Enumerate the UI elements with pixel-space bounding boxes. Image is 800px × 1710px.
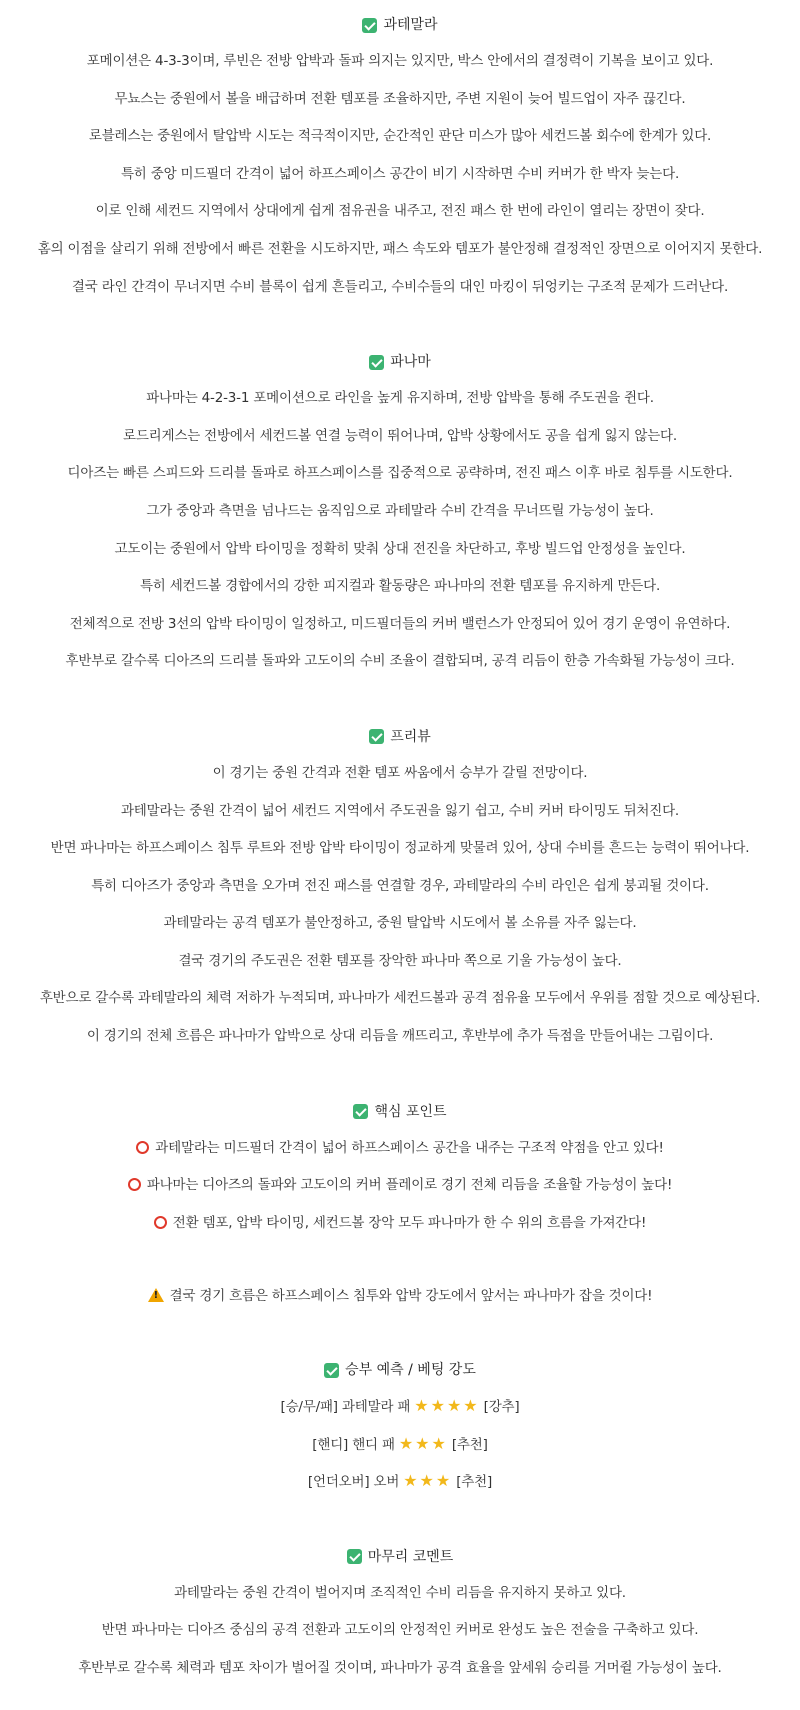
key-point-text: 파나마는 디아즈의 돌파와 고도이의 커버 플레이로 경기 전체 리듬을 조율할 가능성이 높다! [146, 1177, 673, 1194]
section-heading [0, 351, 800, 373]
section-panama [0, 351, 800, 672]
section-preview [0, 726, 800, 1047]
warning-text: 결국 경기 흐름은 하프스페이스 침투와 압박 강도에서 앞서는 파나마가 잡을 것이다! [169, 1288, 653, 1305]
paragraph-line: 결국 라인 간격이 무너지면 수비 블록이 쉽게 흔들리고, 수비수들의 대인 마킹이 뒤엉키는 구조적 문제가 드러난다. [71, 278, 729, 295]
paragraph-line: 과테말라는 공격 템포가 불안정하고, 중원 탈압박 시도에서 볼 소유를 자주 잃는다. [163, 915, 637, 932]
section-heading [0, 1359, 800, 1381]
section-title: 핵심 포인트 [374, 1103, 447, 1120]
red-circle-icon [136, 1141, 149, 1154]
paragraph-line: 이로 인해 세컨드 지역에서 상대에게 쉽게 점유권을 내주고, 전진 패스 한 번에 라인이 열리는 장면이 잦다. [95, 203, 705, 220]
check-icon [362, 18, 377, 33]
section-guatemala [0, 14, 800, 298]
paragraph-line: 후반부로 갈수록 디아즈의 드리블 돌파와 고도이의 수비 조율이 결합되며, 공격 리듬이 한층 가속화될 가능성이 크다. [65, 653, 735, 670]
paragraph-line: 과테말라는 중원 간격이 벌어지며 조직적인 수비 리듬을 유지하지 못하고 있다. [174, 1584, 626, 1601]
section-key-points [0, 1101, 800, 1234]
check-icon [347, 1549, 362, 1564]
key-point-text: 과테말라는 미드필더 간격이 넓어 하프스페이스 공간을 내주는 구조적 약점을 안고 있다! [155, 1139, 664, 1156]
paragraph-line: 전체적으로 전방 3선의 압박 타이밍이 일정하고, 미드필더들의 커버 밸런스가 안정되어 있어 경기 운영이 유연하다. [69, 615, 731, 632]
spacer [0, 313, 800, 351]
prediction-label: [승/무/패] 과테말라 패 [280, 1399, 411, 1416]
paragraph-line: 파나마는 4-2-3-1 포메이션으로 라인을 높게 유지하며, 전방 압박을 통해 주도권을 쥔다. [146, 390, 654, 407]
paragraph-line: 과테말라는 중원 간격이 넓어 세컨드 지역에서 주도권을 잃기 쉽고, 수비 커버 타이밍도 뒤처진다. [120, 802, 680, 819]
paragraph-line: 무뇨스는 중원에서 볼을 배급하며 전환 템포를 조율하지만, 주변 지원이 늦어 빌드업이 자주 끊긴다. [114, 90, 686, 107]
prediction-item [0, 1395, 800, 1417]
paragraph-line: 후반부로 갈수록 체력과 템포 차이가 벌어질 것이며, 파나마가 공격 효율을 앞세워 승리를 거머쥘 가능성이 높다. [78, 1660, 722, 1676]
red-circle-icon [128, 1178, 141, 1191]
check-icon [324, 1363, 339, 1378]
paragraph-line: 로블레스는 중원에서 탈압박 시도는 적극적이지만, 순간적인 판단 미스가 많아 세컨드볼 회수에 한계가 있다. [88, 128, 712, 145]
prediction-item [0, 1433, 800, 1455]
paragraph-line: 이 경기는 중원 간격과 전환 템포 싸움에서 승부가 갈릴 전망이다. [212, 764, 588, 781]
check-icon [369, 729, 384, 744]
check-icon [369, 355, 384, 370]
star-rating-icon: ★★★ [403, 1471, 453, 1491]
section-title: 프리뷰 [390, 728, 431, 745]
paragraph-line: 로드리게스는 전방에서 세컨드볼 연결 능력이 뛰어나며, 압박 상황에서도 공을 쉽게 잃지 않는다. [123, 427, 677, 444]
section-title: 승부 예측 / 베팅 강도 [345, 1362, 476, 1379]
paragraph-line: 디아즈는 빠른 스피드와 드리블 돌파로 하프스페이스를 집중적으로 공략하며, 전진 패스 이후 바로 침투를 시도한다. [67, 465, 733, 482]
prediction-tag: [강추] [483, 1399, 520, 1416]
section-closing [0, 1546, 800, 1679]
key-point-text: 전환 템포, 압박 타이밍, 세컨드볼 장악 모두 파나마가 한 수 위의 흐름을 가져간다! [172, 1214, 647, 1231]
paragraph-line: 그가 중앙과 측면을 넘나드는 움직임으로 과테말라 수비 간격을 무너뜨릴 가능성이 높다. [146, 502, 654, 519]
paragraph-line: 반면 파나마는 디아즈 중심의 공격 전환과 고도이의 안정적인 커버로 완성도 높은 전술을 구축하고 있다. [101, 1622, 699, 1639]
section-title: 마무리 코멘트 [367, 1548, 454, 1565]
spacer [0, 1063, 800, 1101]
section-title: 과테말라 [383, 17, 438, 33]
section-prediction [0, 1359, 800, 1492]
section-heading [0, 1546, 800, 1568]
spacer [0, 688, 800, 726]
paragraph-line: 특히 중앙 미드필더 간격이 넓어 하프스페이스 공간이 비기 시작하면 수비 커버가 한 박자 늦는다. [120, 165, 680, 182]
star-rating-icon: ★★★★ [414, 1396, 480, 1416]
paragraph-line: 특히 디아즈가 중앙과 측면을 오가며 전진 패스를 연결할 경우, 과테말라의 수비 라인은 쉽게 붕괴될 것이다. [91, 877, 709, 894]
prediction-tag: [추천] [456, 1474, 493, 1491]
paragraph-line: 후반으로 갈수록 과테말라의 체력 저하가 누적되며, 파나마가 세컨드볼과 공격 점유율 모두에서 우위를 점할 것으로 예상된다. [39, 990, 761, 1007]
paragraph-line: 포메이션은 4-3-3이며, 루빈은 전방 압박과 돌파 의지는 있지만, 박스 안에서의 결정력이 기복을 보이고 있다. [86, 53, 714, 69]
section-heading [0, 14, 800, 36]
section-heading [0, 726, 800, 748]
warning-line [0, 1285, 800, 1307]
prediction-label: [핸디] 핸디 패 [312, 1436, 395, 1453]
warning-callout [0, 1285, 800, 1307]
paragraph-line: 이 경기의 전체 흐름은 파나마가 압박으로 상대 리듬을 깨뜨리고, 후반부에 추가 득점을 만들어내는 그림이다. [86, 1028, 714, 1045]
paragraph-line: 결국 경기의 주도권은 전환 템포를 장악한 파나마 쪽으로 기울 가능성이 높다. [178, 952, 622, 969]
check-icon [353, 1104, 368, 1119]
paragraph-line: 특히 세컨드볼 경합에서의 강한 피지컬과 활동량은 파나마의 전환 템포를 유지하게 만든다. [139, 578, 661, 595]
red-circle-icon [154, 1216, 167, 1229]
prediction-item [0, 1470, 800, 1492]
section-heading [0, 1101, 800, 1123]
key-point-item [0, 1137, 800, 1159]
key-point-item [0, 1174, 800, 1196]
spacer [0, 1323, 800, 1359]
key-point-item [0, 1212, 800, 1234]
paragraph-line: 반면 파나마는 하프스페이스 침투 루트와 전방 압박 타이밍이 정교하게 맞물려 있어, 상대 수비를 흔드는 능력이 뛰어나다. [50, 840, 750, 857]
prediction-tag: [추천] [451, 1436, 488, 1453]
spacer [0, 1249, 800, 1285]
section-title: 파나마 [390, 354, 431, 371]
paragraph-line: 고도이는 중원에서 압박 타이밍을 정확히 맞춰 상대 전진을 차단하고, 후방 빌드업 안정성을 높인다. [114, 540, 686, 557]
star-rating-icon: ★★★ [398, 1433, 448, 1453]
warning-icon [148, 1288, 164, 1302]
prediction-label: [언더오버] 오버 [307, 1474, 400, 1491]
paragraph-line: 홈의 이점을 살리기 위해 전방에서 빠른 전환을 시도하지만, 패스 속도와 템포가 불안정해 결정적인 장면으로 이어지지 못한다. [37, 240, 763, 257]
spacer [0, 1508, 800, 1546]
